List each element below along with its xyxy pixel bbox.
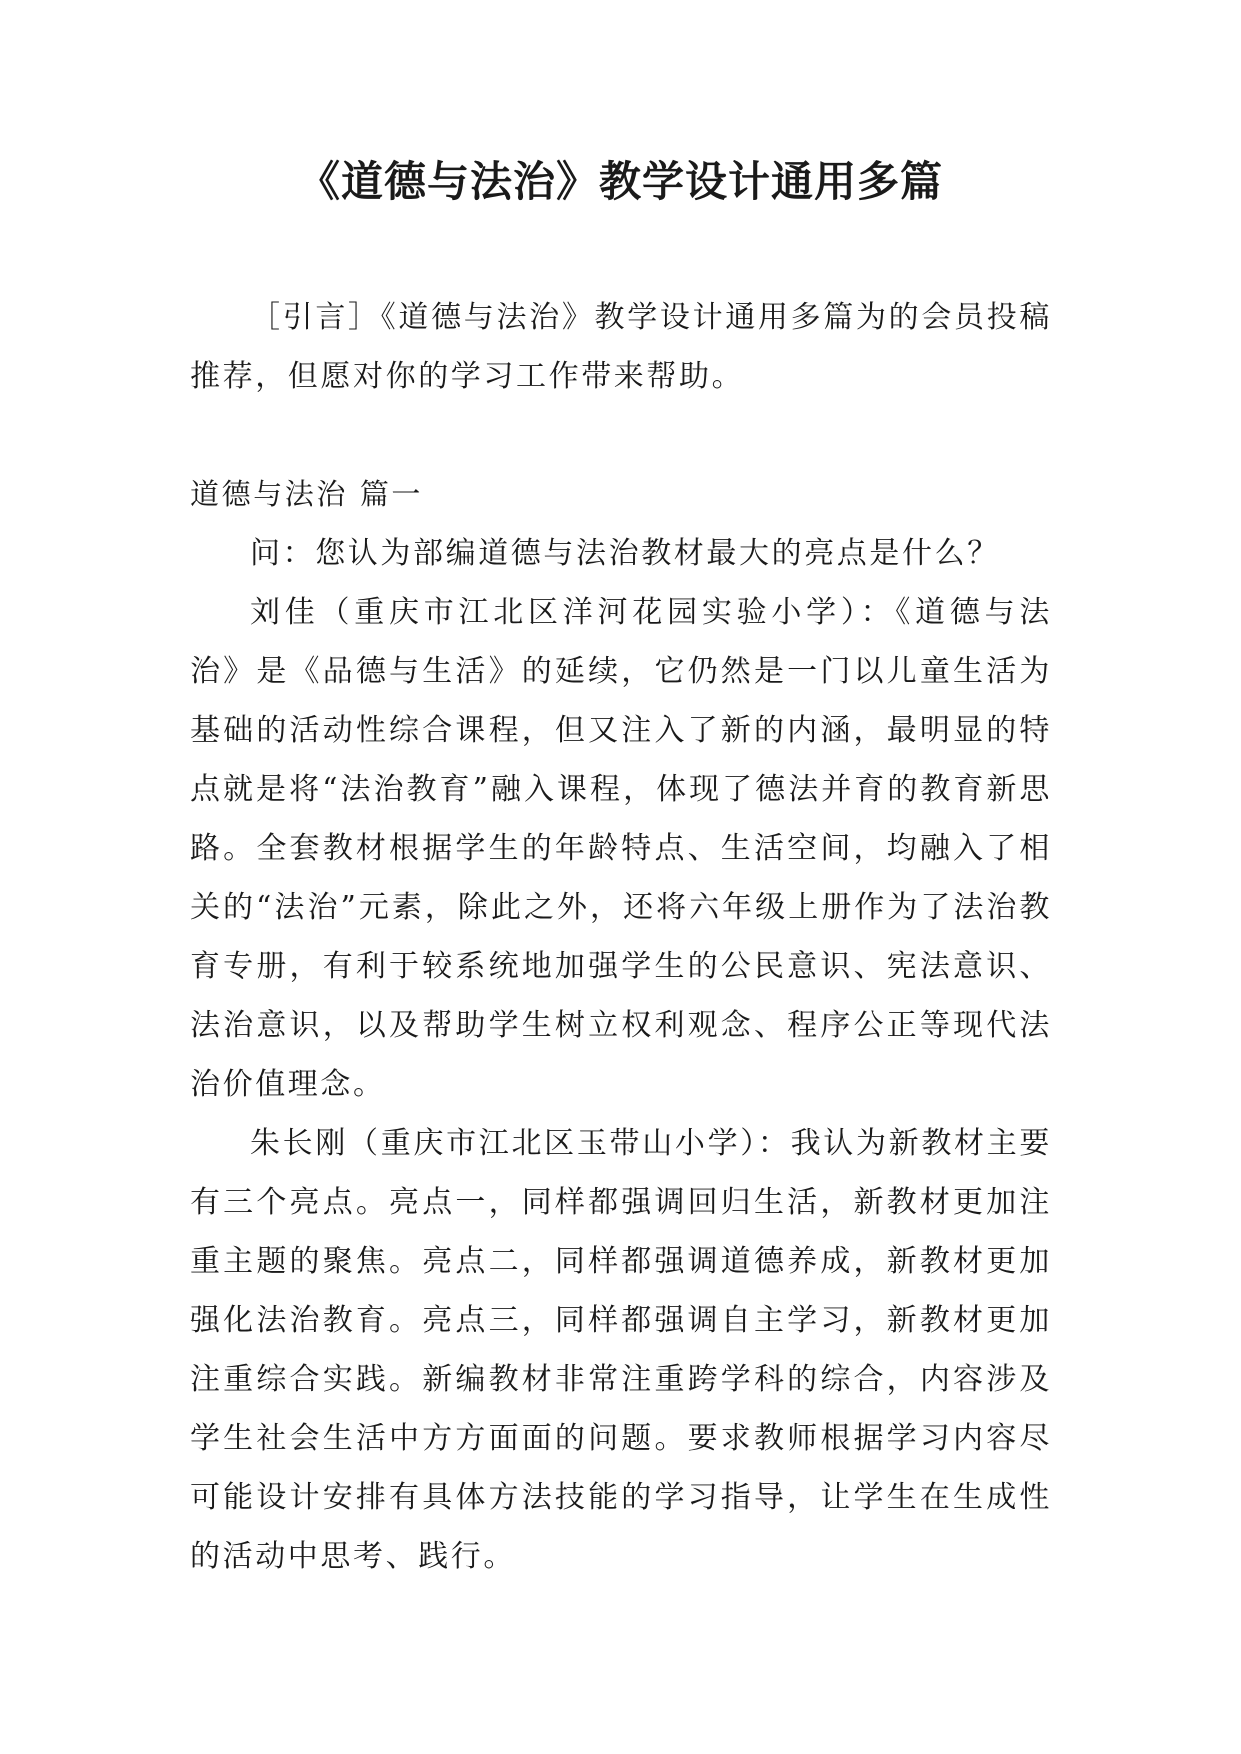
intro-paragraph: ［引言］《道德与法治》教学设计通用多篇为的会员投稿推荐，但愿对你的学习工作带来帮助。 — [190, 300, 1052, 394]
question-paragraph: 问：您认为部编道德与法治教材最大的亮点是什么？ — [250, 536, 1000, 571]
answer-paragraph-zhuchanggang: 朱长刚（重庆市江北区玉带山小学）：我认为新教材主要有三个亮点。亮点一，同样都强调回归生活，新教材更加注重主题的聚焦。亮点二，同样都强调道德养成，新教材更加强化法治教育。亮点三，同样都强调自主学习，新教材更加注重综合实践。新编教材非常注重跨学科的综合，内容涉及学生社会生活中方方面面的问题。要求教师根据学习内容尽可能设计安排有具体方法技能的学习指导，让学生在生成性的活动中思考、践行。 — [190, 1126, 1052, 1574]
spacer — [190, 406, 1052, 465]
document-title: 《道德与法治》教学设计通用多篇 — [297, 157, 943, 206]
document-body — [190, 288, 1052, 1586]
section-heading: 道德与法治 篇一 — [190, 477, 424, 511]
answer-paragraph-liujia: 刘佳（重庆市江北区洋河花园实验小学）：《道德与法治》是《品德与生活》的延续，它仍然是一门以儿童生活为基础的活动性综合课程，但又注入了新的内涵，最明显的特点就是将“法治教育”融入课程，体现了德法并育的教育新思路。全套教材根据学生的年龄特点、生活空间，均融入了相关的“法治”元素，除此之外，还将六年级上册作为了法治教育专册，有利于较系统地加强学生的公民意识、宪法意识、法治意识，以及帮助学生树立权利观念、程序公正等现代法治价值理念。 — [190, 595, 1052, 1102]
